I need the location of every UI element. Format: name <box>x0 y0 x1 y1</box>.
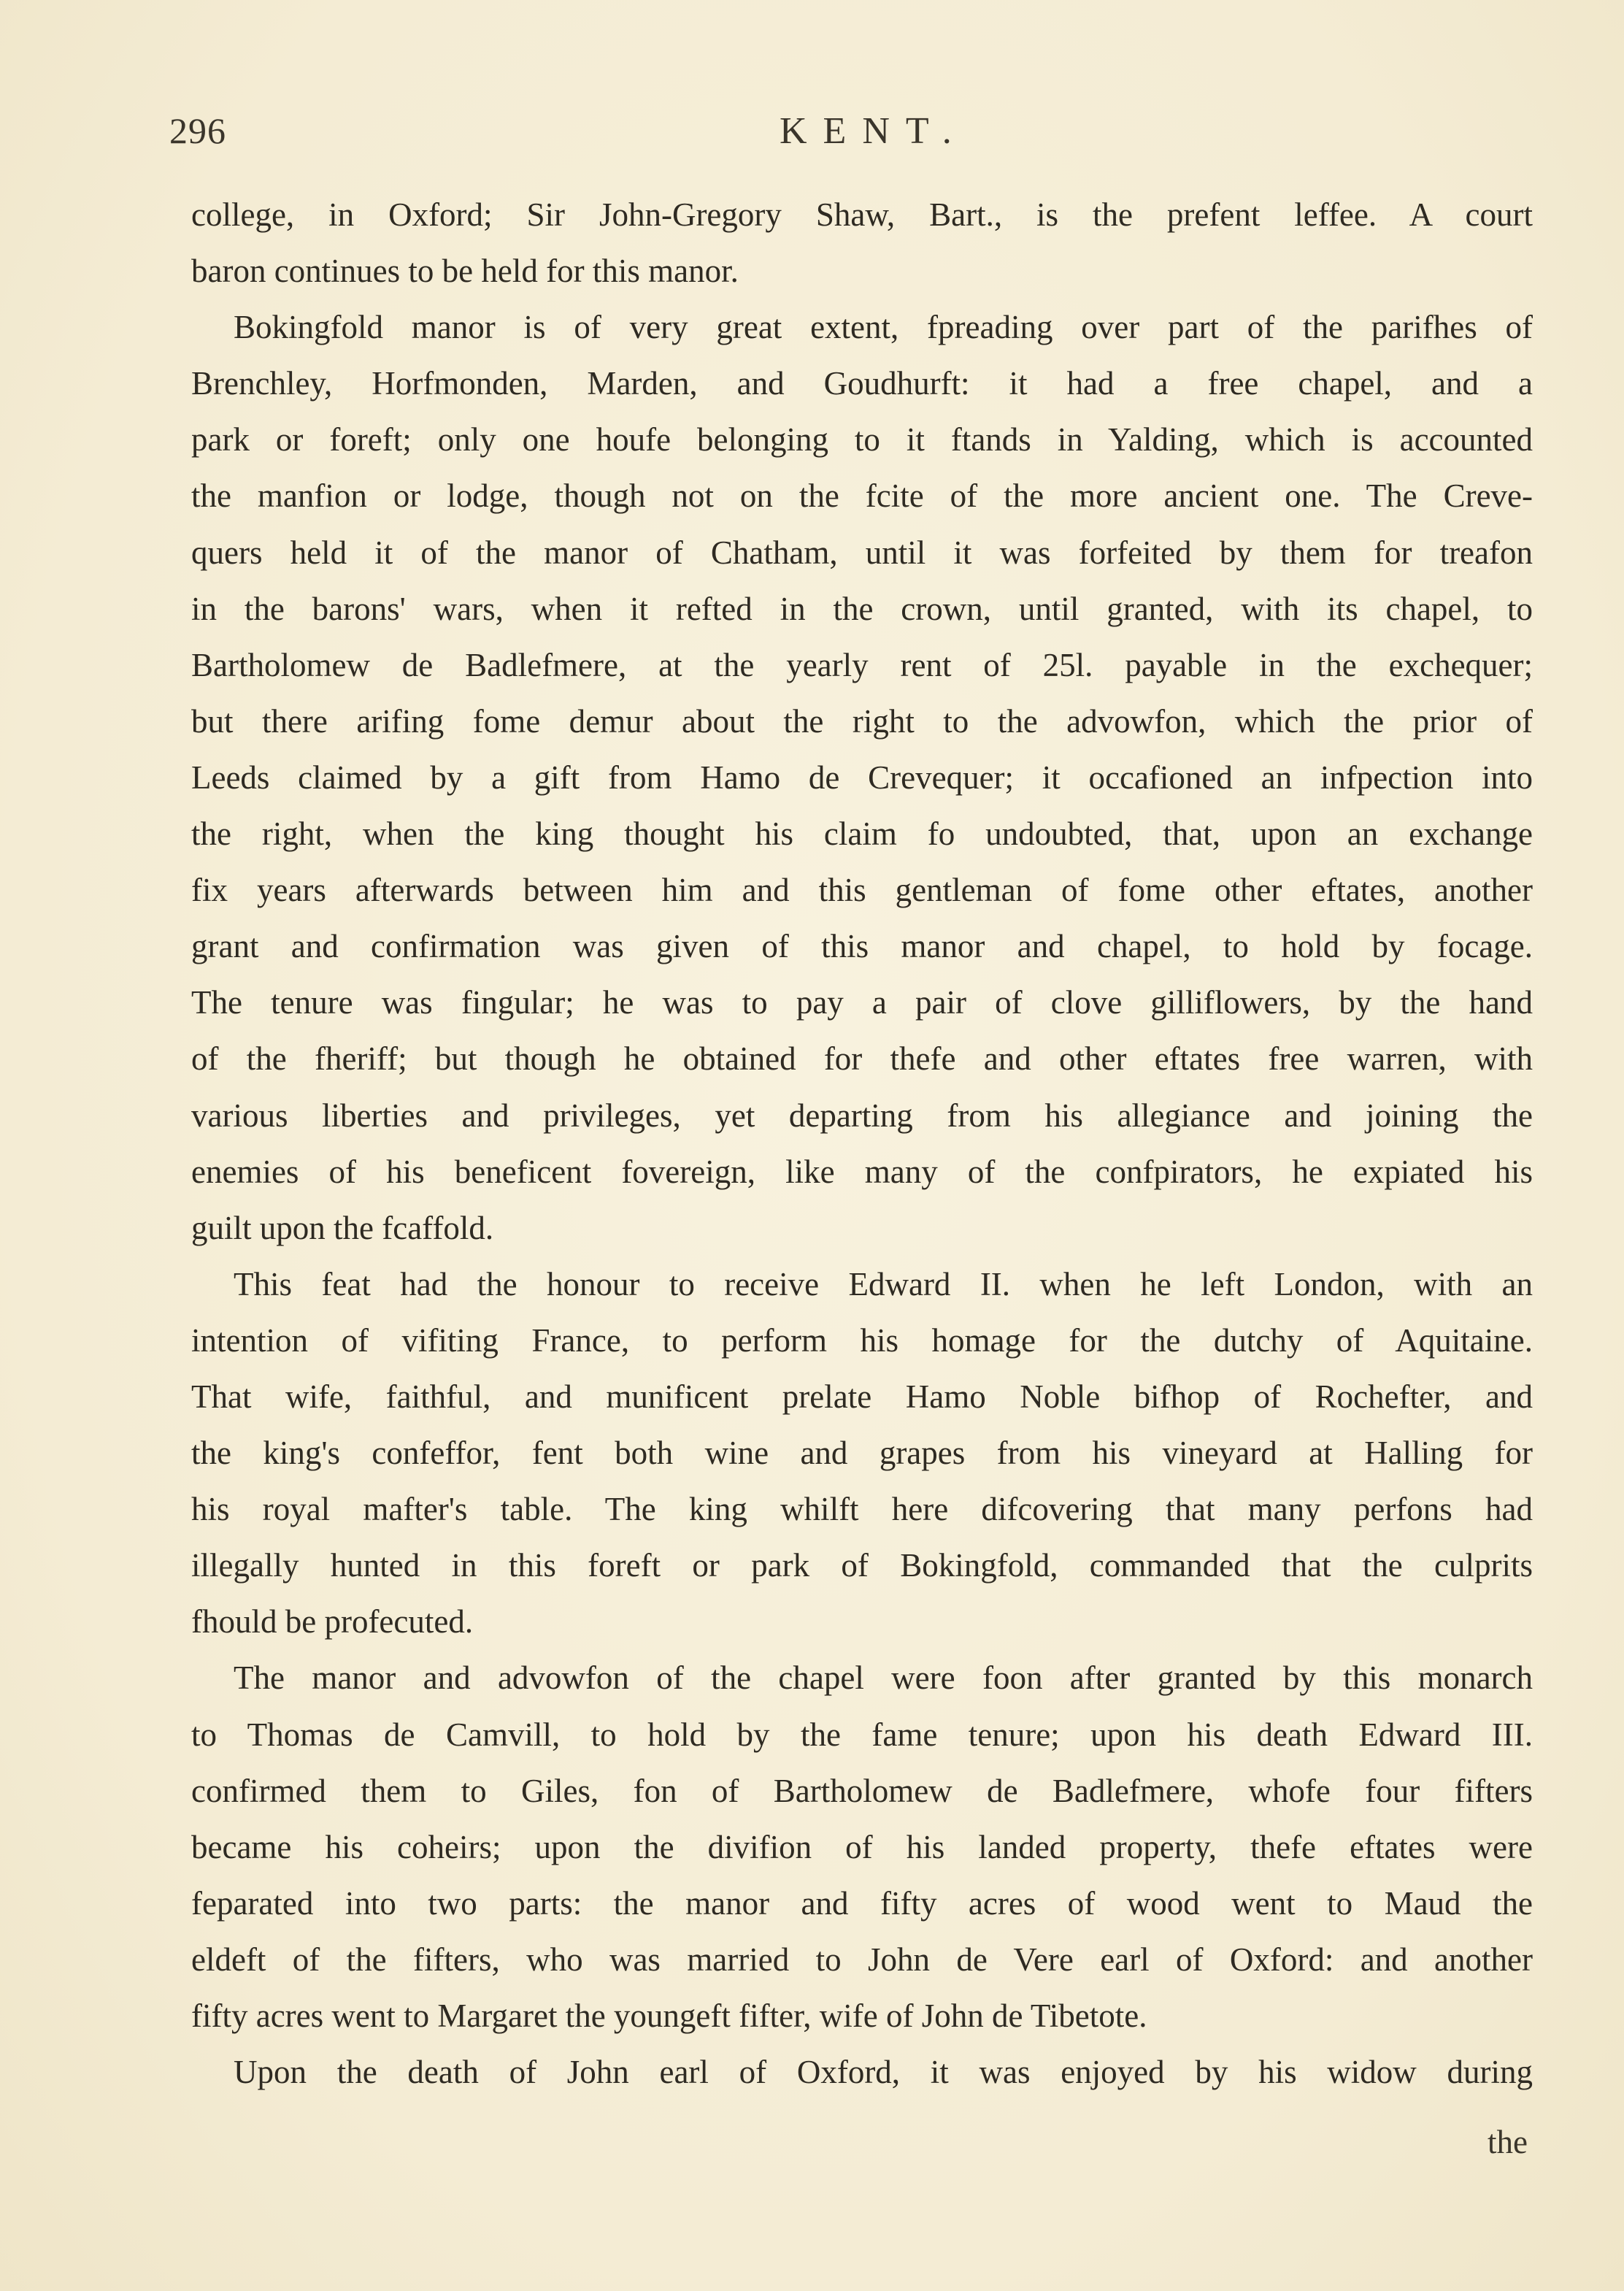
text-line: fifty acres went to Margaret the youngeft fifter, wife of John de Tibetote. <box>191 1998 1147 2034</box>
text-line: feparated into two parts: the manor and fifty acres of wood went to Maud the <box>191 1884 1533 1922</box>
text-line: to Thomas de Camvill, to hold by the fame tenure; upon his death Edward III. <box>191 1716 1533 1753</box>
page-number: 296 <box>169 110 226 151</box>
text-line: That wife, faithful, and munificent prelate Hamo Noble bifhop of Rochefter, and <box>191 1378 1533 1415</box>
text-line: in the barons' wars, when it refted in the crown, until granted, with its chapel, to <box>191 590 1533 627</box>
body-text <box>191 187 1533 2100</box>
text-line: Brenchley, Horfmonden, Marden, and Goudhurft: it had a free chapel, and a <box>191 365 1533 402</box>
text-line: Bartholomew de Badlefmere, at the yearly rent of 25l. payable in the exchequer; <box>191 646 1533 683</box>
text-line: became his coheirs; upon the divifion of his landed property, thefe eftates were <box>191 1828 1533 1865</box>
text-line: Upon the death of John earl of Oxford, it was enjoyed by his widow during <box>234 2054 1533 2091</box>
text-line: The tenure was fingular; he was to pay a pair of clove gilliflowers, by the hand <box>191 984 1533 1021</box>
text-line: the manfion or lodge, though not on the fcite of the more ancient one. The Creve- <box>191 477 1533 515</box>
text-line: grant and confirmation was given of this manor and chapel, to hold by focage. <box>191 928 1533 965</box>
text-line: fhould be profecuted. <box>191 1603 474 1640</box>
text-line: the king's confeffor, fent both wine and grapes from his vineyard at Halling for <box>191 1435 1533 1472</box>
text-line: but there arifing fome demur about the right to the advowfon, which the prior of <box>191 702 1533 740</box>
text-line: guilt upon the fcaffold. <box>191 1209 494 1246</box>
text-line: Leeds claimed by a gift from Hamo de Crevequer; it occafioned an infpection into <box>191 759 1533 796</box>
text-line: baron continues to be held for this manor. <box>191 253 739 290</box>
text-line: quers held it of the manor of Chatham, until it was forfeited by them for treafon <box>191 534 1533 571</box>
text-line: Bokingfold manor is of very great extent, fpreading over part of the parifhes of <box>234 309 1533 346</box>
text-line: The manor and advowfon of the chapel were foon after granted by this monarch <box>234 1659 1533 1697</box>
text-line: various liberties and privileges, yet departing from his allegiance and joining the <box>191 1097 1533 1134</box>
text-line: confirmed them to Giles, fon of Bartholomew de Badlefmere, whofe four fifters <box>191 1772 1533 1809</box>
running-head: KENT. <box>780 110 968 152</box>
text-line: college, in Oxford; Sir John-Gregory Shaw, Bart., is the prefent leffee. A court <box>191 196 1533 233</box>
text-line: intention of vifiting France, to perform his homage for the dutchy of Aquitaine. <box>191 1321 1533 1359</box>
text-line: illegally hunted in this foreft or park of Bokingfold, commanded that the culprits <box>191 1547 1533 1584</box>
text-line: park or foreft; only one houfe belonging to it ftands in Yalding, which is accounted <box>191 421 1533 458</box>
text-line: fix years afterwards between him and this gentleman of fome other eftates, another <box>191 872 1533 909</box>
text-line: of the fheriff; but though he obtained for thefe and other eftates free warren, with <box>191 1040 1533 1078</box>
text-line: This feat had the honour to receive Edward II. when he left London, with an <box>234 1265 1533 1302</box>
catchword: the <box>1488 2124 1528 2160</box>
text-line: eldeft of the fifters, who was married to John de Vere earl of Oxford: and another <box>191 1941 1533 1978</box>
text-line: his royal mafter's table. The king whilft here difcovering that many perfons had <box>191 1491 1533 1528</box>
text-line: enemies of his beneficent fovereign, like many of the confpirators, he expiated his <box>191 1153 1533 1190</box>
text-line: the right, when the king thought his claim fo undoubted, that, upon an exchange <box>191 816 1533 853</box>
